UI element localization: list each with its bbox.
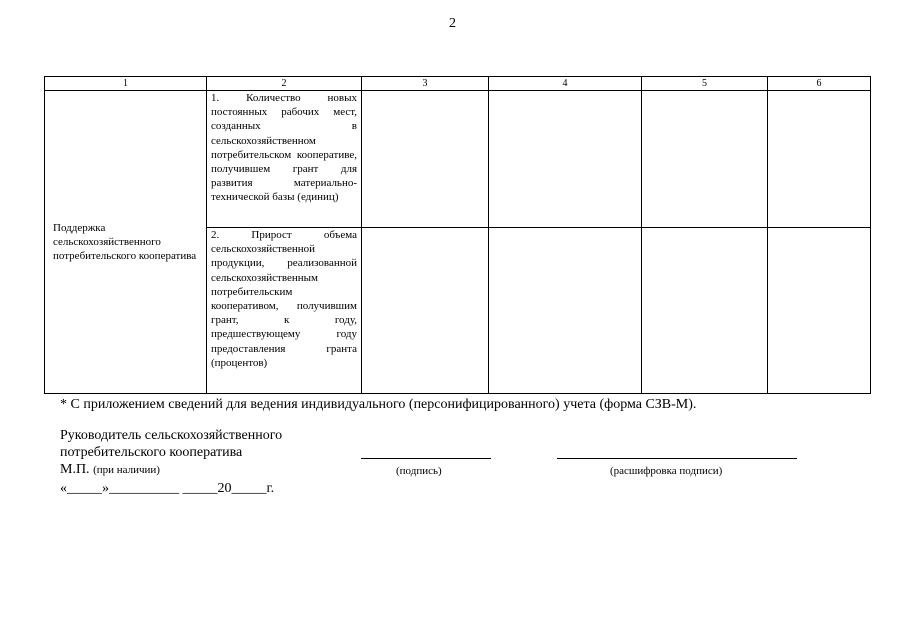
column-header: 4 <box>489 77 642 91</box>
indicator-cell <box>207 228 362 394</box>
signature-line[interactable] <box>361 458 491 459</box>
report-table <box>44 76 871 394</box>
stamp-mp: М.П. <box>60 462 90 477</box>
value-cell[interactable] <box>489 228 642 394</box>
category-label: Поддержка сельскохозяйственного потребительского кооператива <box>53 221 197 263</box>
stamp-area <box>60 462 160 478</box>
value-cell[interactable] <box>768 91 871 228</box>
head-title-line2: потребительского кооператива <box>60 445 243 460</box>
value-cell[interactable] <box>642 228 768 394</box>
indicator-text: 1. Количество новых постоянных рабочих мест, созданных в сельскохозяйственном потребительском кооперативе, получившем грант для развития материально-технической базы (единиц) <box>211 92 357 204</box>
value-cell[interactable] <box>489 91 642 228</box>
name-decode-line[interactable] <box>557 458 797 459</box>
table-header-row <box>45 77 871 91</box>
indicator-text: 2. Прирост объема сельскохозяйственной продукции, реализованной сельскохозяйственным потребительским кооперативом, получившим грант, к году, предшествующему году предоставления гранта (процентов) <box>211 229 357 369</box>
value-cell[interactable] <box>642 91 768 228</box>
column-header: 5 <box>642 77 768 91</box>
date-line[interactable]: «_____»__________ _____20_____г. <box>60 481 275 496</box>
column-header: 1 <box>45 77 207 91</box>
page-number: 2 <box>449 16 456 31</box>
value-cell[interactable] <box>362 91 489 228</box>
value-cell[interactable] <box>362 228 489 394</box>
table-row <box>45 91 871 228</box>
indicator-cell <box>207 91 362 228</box>
column-header: 6 <box>768 77 871 91</box>
value-cell[interactable] <box>768 228 871 394</box>
column-header: 2 <box>207 77 362 91</box>
stamp-note: (при наличии) <box>93 464 160 476</box>
category-cell <box>45 91 207 394</box>
head-title-line1: Руководитель сельскохозяйственного <box>60 428 283 443</box>
column-header: 3 <box>362 77 489 91</box>
decode-caption: (расшифровка подписи) <box>610 465 723 477</box>
footnote: * С приложением сведений для ведения индивидуального (персонифицированного) учета (форма СЗВ-М). <box>60 397 697 412</box>
signature-caption: (подпись) <box>396 465 442 477</box>
